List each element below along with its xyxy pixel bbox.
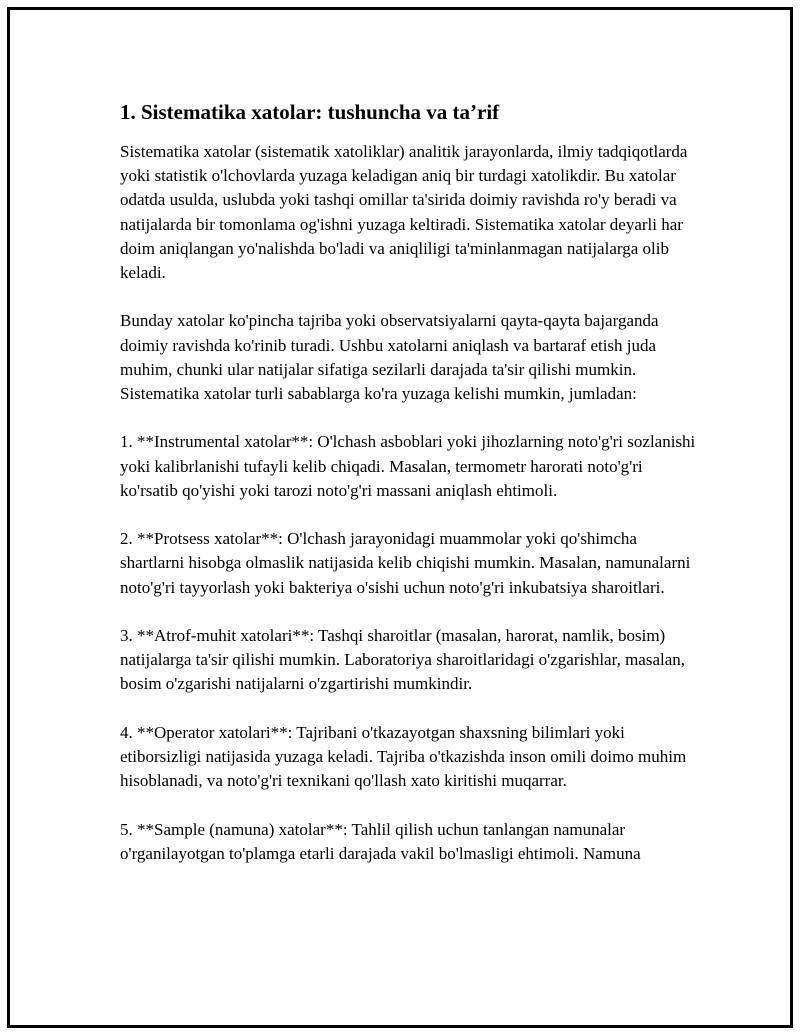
- list-item-operator-errors: 4. **Operator xatolari**: Tajribani o'tkazayotgan shaxsning bilimlari yoki etiborsizligi natijasida yuzaga keladi. Tajriba o'tkazishda inson omili doimo muhim hisoblanadi, va noto'g'ri texnikani qo'llash xato kiritishi muqarrar.: [120, 722, 687, 791]
- document-body: [120, 97, 700, 890]
- section-title: 1. Sistematika xatolar: tushuncha va ta’rif: [120, 100, 500, 124]
- list-item-process-errors: 2. **Protsess xatolar**: O'lchash jarayonidagi muammolar yoki qo'shimcha shartlarni hisobga olmaslik natijasida kelib chiqishi mumkin. Masalan, namunalarni noto'g'ri tayyorlash yoki bakteriya o'sishi uchun noto'g'ri inkubatsiya sharoitlari.: [120, 529, 691, 597]
- list-item-environment-errors: 3. **Atrof-muhit xatolari**: Tashqi sharoitlar (masalan, harorat, namlik, bosim) natijalarga ta'sir qilishi mumkin. Laboratoriya sharoitlaridagi o'zgarishlar, masalan, bosim o'zgarishi natijalarni o'zgartirishi mumkindir.: [120, 626, 686, 694]
- document-page: [7, 7, 793, 1028]
- paragraph-definition: Sistematika xatolar (sistematik xatoliklar) analitik jarayonlarda, ilmiy tadqiqotlarda yoki statistik o'lchovlarda yuzaga keladigan aniq bir turdagi xatolikdir. Bu xatolar odatda usulda, uslubda yoki tashqi omillar ta'sirida doimiy ravishda ro'y beradi va natijalarda bir tomonlama og'ishni yuzaga keltiradi. Sistematika xatolar deyarli har doim aniqlangan yo'nalishda bo'ladi va aniqliligi ta'minlanmagan natijalarga olib keladi.: [120, 142, 688, 283]
- paragraph-causes-intro: Bunday xatolar ko'pincha tajriba yoki observatsiyalarni qayta-qayta bajarganda doimiy ravishda ko'rinib turadi. Ushbu xatolarni aniqlash va bartaraf etish juda muhim, chunki ular natijalar sifatiga sezilarli darajada ta'sir qilishi mumkin. Sistematika xatolar turli sabablarga ko'ra yuzaga kelishi mumkin, jumladan:: [120, 311, 659, 404]
- list-item-instrumental-errors: 1. **Instrumental xatolar**: O'lchash asboblari yoki jihozlarning noto'g'ri sozlanishi yoki kalibrlanishi tufayli kelib chiqadi. Masalan, termometr harorati noto'g'ri ko'rsatib qo'yishi yoki tarozi noto'g'ri massani aniqlash ehtimoli.: [120, 432, 696, 500]
- list-item-sample-errors: 5. **Sample (namuna) xatolar**: Tahlil qilish uchun tanlangan namunalar o'rganilayotgan to'plamga etarli darajada vakil bo'lmasligi ehtimoli. Namuna: [120, 819, 641, 863]
